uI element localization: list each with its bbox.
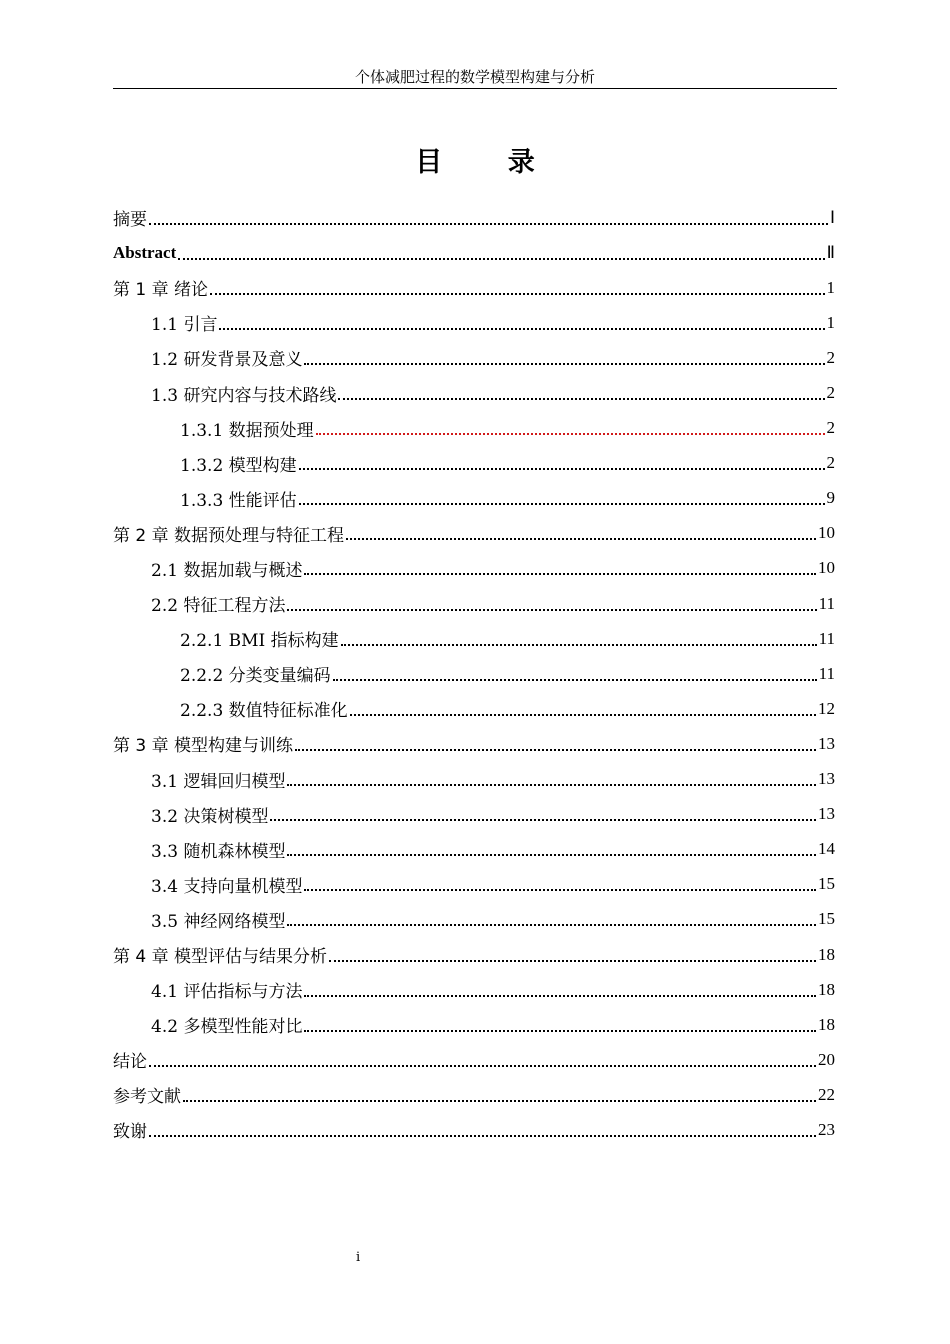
header-rule <box>113 88 837 89</box>
toc-entry-text: 4.2 多模型性能对比 <box>151 1017 303 1038</box>
toc-entry-section-3-3[interactable] <box>113 832 835 867</box>
toc-entry-text: 3.2 决策树模型 <box>151 806 269 827</box>
toc-entry-section-3-4[interactable] <box>113 867 835 902</box>
dot-leader <box>304 573 816 575</box>
toc-entry-section-1-3-2[interactable] <box>113 446 835 481</box>
toc-entry-chapter-4[interactable] <box>113 937 835 972</box>
dot-leader <box>287 609 816 611</box>
toc-entry-section-3-5[interactable] <box>113 902 835 937</box>
dot-leader <box>295 749 816 751</box>
toc-entry-page: 11 <box>818 628 835 648</box>
toc-entry-page: 22 <box>818 1084 835 1104</box>
toc-entry-conclusion[interactable] <box>113 1042 835 1077</box>
toc-entry-page: 11 <box>818 663 835 683</box>
toc-entry-page: 2 <box>826 418 835 438</box>
toc-entry-text: Abstract <box>113 242 177 262</box>
toc-entry-page: 10 <box>818 558 835 578</box>
dot-leader <box>304 995 816 997</box>
table-of-contents <box>113 200 835 1148</box>
dot-leader <box>329 960 816 962</box>
dot-leader <box>178 258 824 260</box>
toc-entry-text: 1.1 引言 <box>151 315 218 336</box>
dot-leader <box>219 328 824 330</box>
toc-entry-page: 13 <box>818 769 835 789</box>
toc-entry-section-1-3[interactable] <box>113 375 835 410</box>
toc-entry-page: 18 <box>818 944 835 964</box>
toc-entry-section-2-2-3[interactable] <box>113 691 835 726</box>
toc-entry-page: 2 <box>826 383 835 403</box>
toc-entry-text: 2.2.2 分类变量编码 <box>180 666 331 687</box>
toc-entry-text: 第 3 章 模型构建与训练 <box>113 736 294 757</box>
toc-entry-section-1-3-1[interactable] <box>113 411 835 446</box>
toc-entry-page: 2 <box>826 347 835 367</box>
toc-entry-page: 20 <box>818 1049 835 1069</box>
toc-entry-abstract-en[interactable] <box>113 235 835 270</box>
toc-entry-section-1-2[interactable] <box>113 340 835 375</box>
toc-entry-acknowledgements[interactable] <box>113 1112 835 1147</box>
toc-entry-text: 4.1 评估指标与方法 <box>151 982 303 1003</box>
toc-entry-page: 15 <box>818 874 835 894</box>
toc-entry-references[interactable] <box>113 1077 835 1112</box>
toc-entry-text: 参考文献 <box>113 1087 181 1108</box>
page-number: i <box>356 1250 361 1265</box>
dot-leader <box>338 398 824 400</box>
toc-entry-section-2-2[interactable] <box>113 586 835 621</box>
toc-entry-page: Ⅰ <box>829 207 835 227</box>
dot-leader <box>350 714 816 716</box>
toc-entry-text: 1.3 研究内容与技术路线 <box>151 385 337 406</box>
dot-leader <box>346 538 816 540</box>
toc-entry-page: 9 <box>826 488 835 508</box>
dot-leader <box>149 1135 816 1137</box>
toc-entry-chapter-2[interactable] <box>113 516 835 551</box>
toc-entry-text: 致谢 <box>113 1122 147 1143</box>
running-header-title: 个体减肥过程的数学模型构建与分析 <box>354 68 595 86</box>
toc-entry-page: 13 <box>818 733 835 753</box>
dot-leader <box>316 433 825 435</box>
toc-entry-section-4-2[interactable] <box>113 1007 835 1042</box>
toc-entry-text: 1.3.2 模型构建 <box>180 455 297 476</box>
toc-entry-page: 10 <box>818 523 835 543</box>
toc-entry-page: 15 <box>818 909 835 929</box>
dot-leader <box>210 293 824 295</box>
toc-entry-text: 第 4 章 模型评估与结果分析 <box>113 947 328 968</box>
toc-entry-text: 2.2.3 数值特征标准化 <box>180 701 348 722</box>
toc-entry-page: 1 <box>826 277 835 297</box>
toc-entry-text: 3.5 神经网络模型 <box>151 911 286 932</box>
toc-entry-text: 1.3.3 性能评估 <box>180 490 297 511</box>
dot-leader <box>299 503 825 505</box>
dot-leader <box>304 363 824 365</box>
toc-entry-page: 11 <box>818 593 835 613</box>
toc-entry-section-1-1[interactable] <box>113 305 835 340</box>
toc-entry-section-1-3-3[interactable] <box>113 481 835 516</box>
dot-leader <box>183 1100 816 1102</box>
toc-entry-text: 2.2 特征工程方法 <box>151 596 286 617</box>
toc-entry-text: 3.3 随机森林模型 <box>151 841 286 862</box>
toc-entry-abstract-cn[interactable] <box>113 200 835 235</box>
toc-entry-text: 1.3.1 数据预处理 <box>180 420 314 441</box>
dot-leader <box>299 468 825 470</box>
dot-leader <box>304 1030 816 1032</box>
toc-entry-page: 2 <box>826 453 835 473</box>
dot-leader <box>287 924 816 926</box>
toc-entry-chapter-3[interactable] <box>113 726 835 761</box>
toc-entry-page: 14 <box>818 839 835 859</box>
dot-leader <box>270 819 816 821</box>
toc-entry-page: 18 <box>818 979 835 999</box>
toc-entry-page: 18 <box>818 1014 835 1034</box>
toc-entry-page: 13 <box>818 804 835 824</box>
toc-entry-section-3-2[interactable] <box>113 797 835 832</box>
toc-entry-page: 12 <box>818 698 835 718</box>
toc-entry-text: 2.2.1 BMI 指标构建 <box>180 631 339 652</box>
toc-entry-text: 3.4 支持向量机模型 <box>151 876 303 897</box>
dot-leader <box>304 889 816 891</box>
dot-leader <box>149 223 828 225</box>
toc-entry-page: 1 <box>826 312 835 332</box>
toc-entry-section-4-1[interactable] <box>113 972 835 1007</box>
toc-entry-page: Ⅱ <box>826 242 835 262</box>
toc-entry-text: 结论 <box>113 1052 147 1073</box>
toc-entry-section-2-1[interactable] <box>113 551 835 586</box>
dot-leader <box>341 644 817 646</box>
dot-leader <box>149 1065 816 1067</box>
toc-entry-text: 第 1 章 绪论 <box>113 280 209 301</box>
dot-leader <box>287 854 816 856</box>
toc-entry-chapter-1[interactable] <box>113 270 835 305</box>
toc-entry-page: 23 <box>818 1119 835 1139</box>
toc-entry-text: 第 2 章 数据预处理与特征工程 <box>113 525 345 546</box>
toc-entry-section-3-1[interactable] <box>113 762 835 797</box>
dot-leader <box>333 679 817 681</box>
toc-entry-text: 摘要 <box>113 210 147 231</box>
toc-entry-text: 2.1 数据加载与概述 <box>151 560 303 581</box>
toc-entry-section-2-2-2[interactable] <box>113 656 835 691</box>
toc-entry-text: 1.2 研发背景及意义 <box>151 350 303 371</box>
dot-leader <box>287 784 816 786</box>
toc-entry-text: 3.1 逻辑回归模型 <box>151 771 286 792</box>
toc-title: 目 录 <box>415 147 563 178</box>
toc-entry-section-2-2-1[interactable] <box>113 621 835 656</box>
